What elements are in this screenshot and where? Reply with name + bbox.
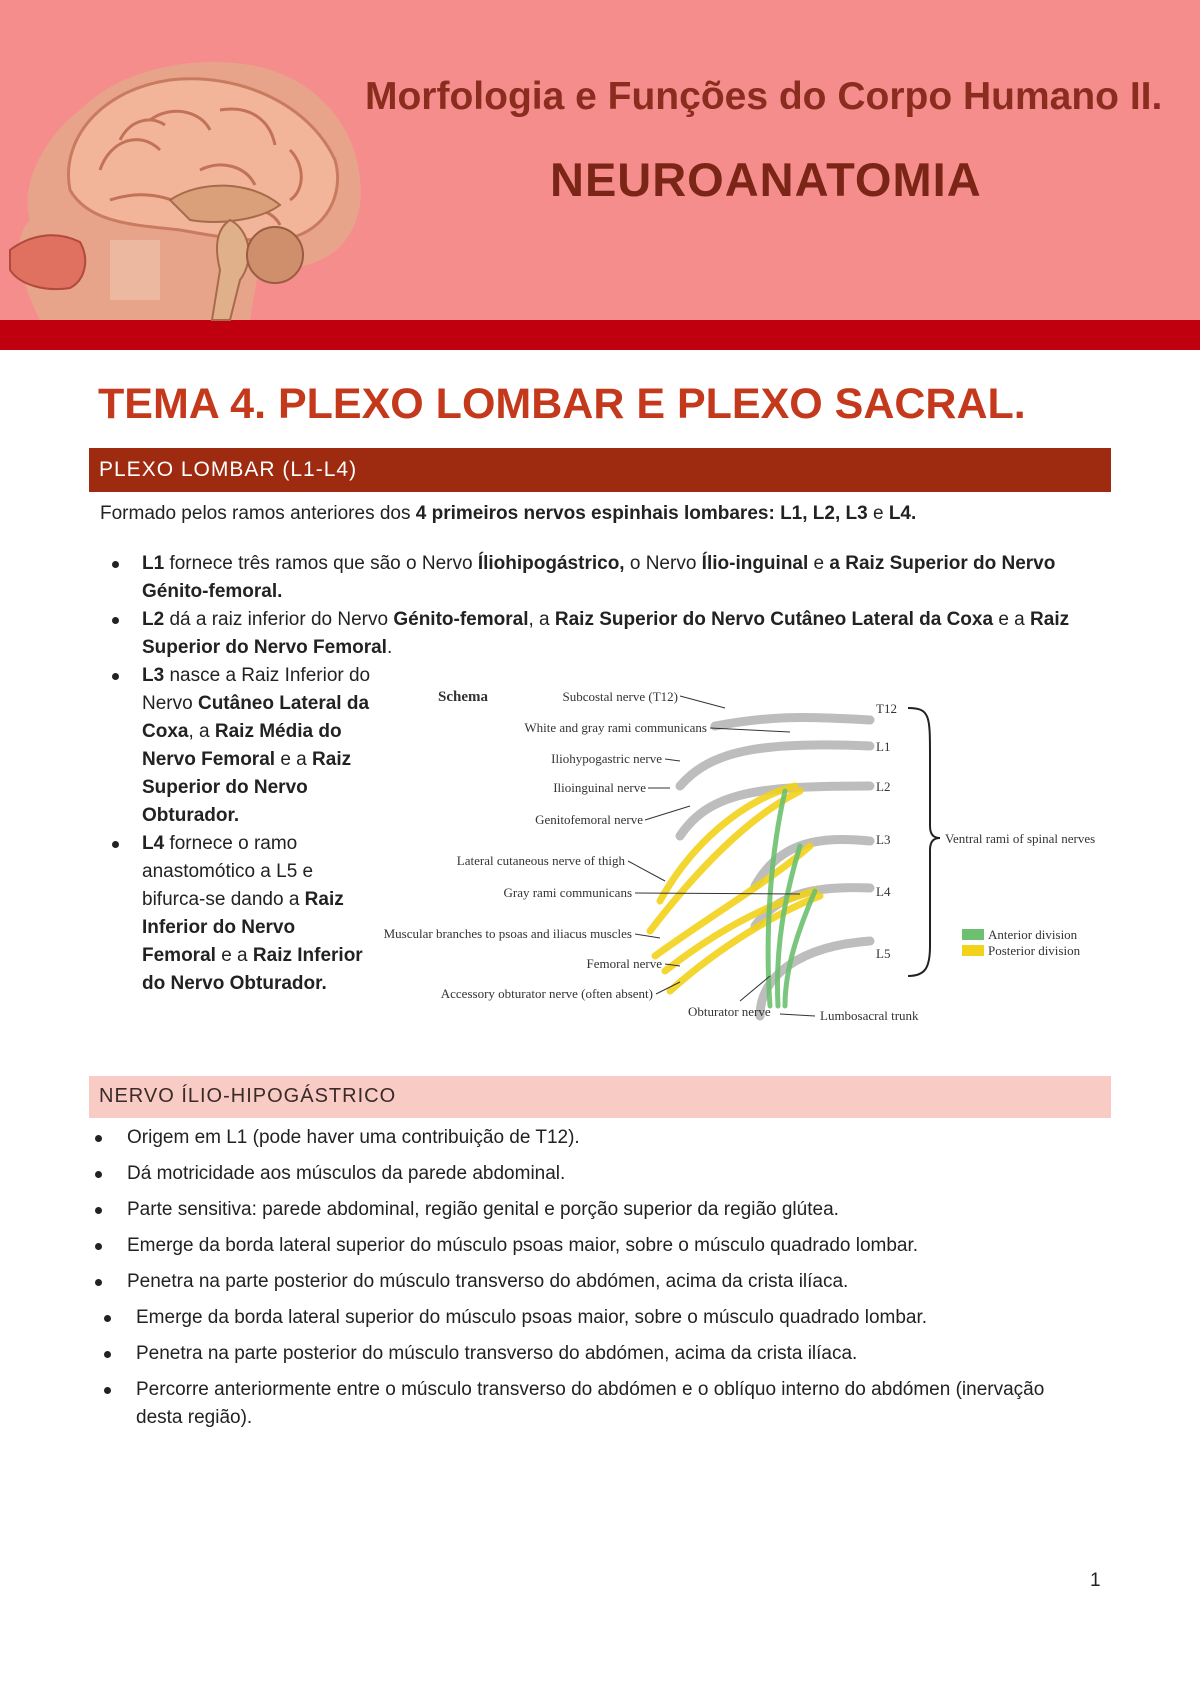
ilio-hipogastrico-list [86, 1124, 1066, 1440]
label-obturator-nerve: Obturator nerve [688, 1004, 771, 1019]
legend-swatch-anterior [962, 929, 984, 940]
label-lateral-cutaneous: Lateral cutaneous nerve of thigh [456, 853, 625, 868]
page-title: TEMA 4. PLEXO LOMBAR E PLEXO SACRAL. [98, 380, 1026, 428]
section-heading-nervo-ilio-hipogastrico: NERVO ÍLIO-HIPOGÁSTRICO [89, 1076, 1111, 1118]
list-item: Emerge da borda lateral superior do músculo psoas maior, sobre o músculo quadrado lombar. [86, 1232, 1066, 1260]
level-l4: L4 [876, 884, 891, 899]
list-item: Penetra na parte posterior do músculo transverso do abdómen, acima da crista ilíaca. [86, 1340, 1066, 1368]
label-accessory-obturator: Accessory obturator nerve (often absent) [440, 986, 653, 1001]
course-title: Morfologia e Funções do Corpo Humano II. [365, 75, 1163, 118]
list-item: Emerge da borda lateral superior do músculo psoas maior, sobre o músculo quadrado lombar. [86, 1304, 1066, 1332]
level-l2: L2 [876, 779, 891, 794]
level-l3: L3 [876, 832, 891, 847]
label-ilioinguinal: Ilioinguinal nerve [553, 780, 646, 795]
label-ventral-rami: Ventral rami of spinal nerves [945, 831, 1096, 846]
label-gray-rami: Gray rami communicans [503, 885, 632, 900]
label-muscular-branches: Muscular branches to psoas and iliacus muscles [383, 926, 632, 941]
intro-paragraph: Formado pelos ramos anteriores dos 4 primeiros nervos espinhais lombares: L1, L2, L3 e L4. [100, 503, 917, 524]
schema-label: Schema [438, 689, 488, 705]
list-item: Percorre anteriormente entre o músculo transverso do abdómen e o oblíquo interno do abdómen (inervação desta região). [86, 1376, 1066, 1432]
label-iliohypogastric: Iliohypogastric nerve [551, 751, 662, 766]
level-l1: L1 [876, 739, 891, 754]
label-lumbosacral-trunk: Lumbosacral trunk [820, 1008, 919, 1023]
level-l5: L5 [876, 946, 891, 961]
label-subcostal-nerve: Subcostal nerve (T12) [562, 689, 678, 704]
list-item: Penetra na parte posterior do músculo transverso do abdómen, acima da crista ilíaca. [86, 1268, 1066, 1296]
level-t12: T12 [876, 701, 897, 716]
page-number: 1 [1090, 1570, 1101, 1591]
label-femoral-nerve: Femoral nerve [586, 956, 662, 971]
legend-anterior-division: Anterior division [988, 927, 1078, 942]
list-item: Parte sensitiva: parede abdominal, região genital e porção superior da região glútea. [86, 1196, 1066, 1224]
label-genitofemoral: Genitofemoral nerve [535, 812, 643, 827]
list-item-l4: L4 fornece o ramo anastomótico a L5 e bifurca-se dando a Raiz Inferior do Nervo Femoral e a Raiz Inferior do Nervo Obturador. [100, 830, 372, 998]
legend-swatch-posterior [962, 945, 984, 956]
list-item: Dá motricidade aos músculos da parede abdominal. [86, 1160, 1066, 1188]
brain-illustration [0, 20, 370, 330]
lumbar-plexus-diagram [380, 676, 1120, 1036]
section-heading-plexo-lombar: PLEXO LOMBAR (L1-L4) [89, 448, 1111, 492]
list-item-l2: L2 dá a raiz inferior do Nervo Génito-femoral, a Raiz Superior do Nervo Cutâneo Lateral da Coxa e a Raiz Superior do Nervo Femoral. [100, 606, 1102, 662]
legend-posterior-division: Posterior division [988, 943, 1081, 958]
list-item-l1: L1 fornece três ramos que são o Nervo Íliohipogástrico, o Nervo Ílio-inguinal e a Raiz Superior do Nervo Génito-femoral. [100, 550, 1102, 606]
list-item-l3: L3 nasce a Raiz Inferior do Nervo Cutâneo Lateral da Coxa, a Raiz Média do Nervo Femoral e a Raiz Superior do Nervo Obturador. [100, 662, 372, 830]
label-white-gray-rami: White and gray rami communicans [524, 720, 707, 735]
list-item: Origem em L1 (pode haver uma contribuição de T12). [86, 1124, 1066, 1152]
banner-subtitle: NEUROANATOMIA [550, 153, 982, 206]
